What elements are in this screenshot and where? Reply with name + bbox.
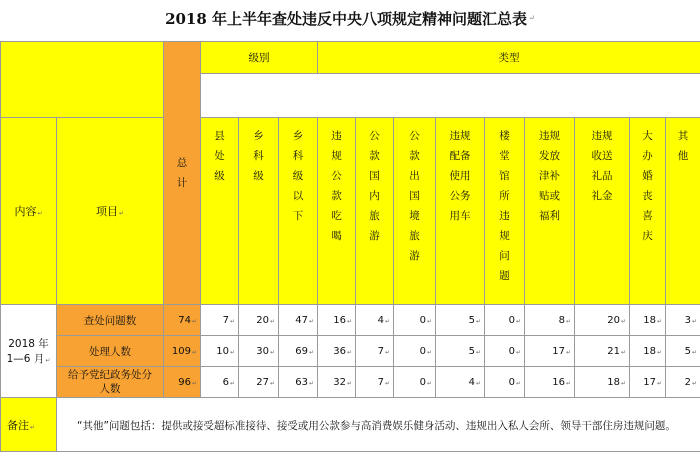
value-cell: 18↵ [630,336,666,367]
value-text: 10 [216,346,229,357]
header-char: 乡 [253,126,264,146]
value-cell: 0↵ [485,305,525,336]
type-col-header [394,118,436,305]
page-title [0,0,700,36]
remark-label-cell: 备注↵ [1,398,57,452]
value-cell: 0↵ [485,336,525,367]
header-char: 礼品 [592,166,613,186]
header-char: 收送 [592,146,613,166]
header-char: 公 [331,166,342,186]
value-text: 3 [685,315,691,326]
header-char: 违 [331,126,342,146]
value-text: 47 [295,315,308,326]
value-text: 18 [607,377,620,388]
value-cell: 20↵ [239,305,279,336]
value-text: 96 [178,377,191,388]
value-text: 74 [178,315,191,326]
header-char: 违规 [539,126,560,146]
header-char: 问 [499,246,510,266]
value-cell: 7↵ [356,336,394,367]
value-text: 0 [509,346,515,357]
value-cell: 7↵ [356,367,394,398]
value-cell: 18↵ [575,367,630,398]
value-cell: 6↵ [201,367,239,398]
header-char: 游 [409,246,420,266]
value-cell: 30↵ [239,336,279,367]
value-text: 5 [469,315,475,326]
header-char: 级 [214,166,225,186]
row-label-text: 查处问题数 [84,315,137,327]
value-cell: 16↵ [525,367,575,398]
total-char: 总 [177,153,188,173]
value-cell: 47↵ [279,305,318,336]
header-char: 堂 [499,146,510,166]
value-text: 30 [256,346,269,357]
item-header: 项目↵ [57,118,164,305]
summary-table [0,41,700,452]
header-char: 公 [409,126,420,146]
header-char: 国 [369,166,380,186]
header-char: 喝 [331,226,342,246]
header-char: 国 [409,186,420,206]
value-cell: 0↵ [394,305,436,336]
value-text: 0 [420,377,426,388]
header-char: 科 [293,146,304,166]
header-char: 其 [678,126,689,146]
value-text: 63 [295,377,308,388]
row-label-text: 处理人数 [89,346,131,358]
header-char: 庆 [642,226,653,246]
total-char: 计 [177,173,188,193]
value-text: 8 [559,315,565,326]
period-cell: 2018 年 1—6 月↵ [1,305,57,398]
value-cell: 20↵ [575,305,630,336]
header-char: 喜 [642,206,653,226]
header-char: 级 [293,166,304,186]
header-char: 科 [253,146,264,166]
level-col-header [279,118,318,305]
header-char: 使用 [450,166,471,186]
value-cell: 5↵ [436,336,485,367]
corner-cell [1,42,164,118]
header-char: 公务 [450,186,471,206]
value-text: 7 [378,346,384,357]
type-col-header [318,118,356,305]
value-cell: 36↵ [318,336,356,367]
header-char: 县 [214,126,225,146]
type-col-header [575,118,630,305]
value-text: 5 [685,346,691,357]
value-text: 5 [469,346,475,357]
header-char: 规 [499,226,510,246]
value-text: 0 [420,346,426,357]
period-months: 1—6 月 [7,353,45,365]
value-cell: 0↵ [394,336,436,367]
header-char: 款 [409,146,420,166]
header-char: 违 [499,206,510,226]
total-cell: 74↵ [164,305,201,336]
value-text: 7 [223,315,229,326]
header-char: 违规 [450,126,471,146]
header-char: 款 [331,186,342,206]
type-header: 类型 [318,42,700,74]
header-char: 贴或 [539,186,560,206]
value-text: 2 [685,377,691,388]
value-text: 17 [552,346,565,357]
header-char: 下 [293,206,304,226]
value-cell: 5↵ [666,336,700,367]
header-char: 处 [214,146,225,166]
value-cell: 4↵ [356,305,394,336]
value-text: 69 [295,346,308,357]
value-text: 27 [256,377,269,388]
row-label-text: 给予党纪政务处分人数 [65,368,155,396]
header-char: 旅 [409,226,420,246]
value-cell: 17↵ [630,367,666,398]
header-char: 他 [678,146,689,166]
row-label [57,336,164,367]
value-cell: 21↵ [575,336,630,367]
header-char: 婚 [642,166,653,186]
header-char: 款 [369,146,380,166]
type-col-header [525,118,575,305]
value-text: 0 [420,315,426,326]
level-header: 级别 [201,42,318,74]
value-text: 0 [509,315,515,326]
header-char: 公 [369,126,380,146]
value-text: 16 [552,377,565,388]
value-cell: 4↵ [436,367,485,398]
title-text: 2018 年上半年查处违反中央八项规定精神问题汇总表 [165,8,527,29]
header-char: 旅 [369,206,380,226]
value-cell: 5↵ [436,305,485,336]
header-char: 级 [253,166,264,186]
header-char: 规 [331,146,342,166]
header-char: 大 [642,126,653,146]
value-cell: 2↵ [666,367,700,398]
value-cell: 3↵ [666,305,700,336]
value-text: 17 [643,377,656,388]
header-char: 楼 [499,126,510,146]
value-cell: 63↵ [279,367,318,398]
value-text: 6 [223,377,229,388]
paragraph-mark-icon: ↵ [529,14,535,22]
remark-text: “其他”问题包括：提供或接受超标准接待、接受或用公款参与高消费娱乐健身活动、违规出入私人会所、领导干部住房违规问题。 [77,420,676,432]
value-text: 18 [643,315,656,326]
header-char: 乡 [293,126,304,146]
header-char: 礼金 [592,186,613,206]
value-text: 32 [333,377,346,388]
header-char: 题 [499,266,510,286]
value-text: 18 [643,346,656,357]
type-col-header [436,118,485,305]
type-col-header [356,118,394,305]
value-text: 21 [607,346,620,357]
value-cell: 69↵ [279,336,318,367]
header-char: 福利 [539,206,560,226]
type-col-header [666,118,700,305]
value-cell: 17↵ [525,336,575,367]
header-char: 游 [369,226,380,246]
header-char: 内 [369,186,380,206]
type-col-header [630,118,666,305]
value-cell: 27↵ [239,367,279,398]
row-label [57,305,164,336]
value-text: 20 [607,315,620,326]
value-text: 4 [378,315,384,326]
value-cell: 0↵ [394,367,436,398]
header-char: 丧 [642,186,653,206]
type-col-header [485,118,525,305]
value-cell: 7↵ [201,305,239,336]
value-cell: 8↵ [525,305,575,336]
value-cell: 32↵ [318,367,356,398]
content-header: 内容↵ [1,118,57,305]
header-char: 用车 [450,206,471,226]
value-text: 4 [469,377,475,388]
row-label [57,367,164,398]
header-char: 馆 [499,166,510,186]
header-char: 配备 [450,146,471,166]
value-text: 7 [378,377,384,388]
value-text: 0 [509,377,515,388]
header-char: 违规 [592,126,613,146]
total-cell: 96↵ [164,367,201,398]
value-cell: 0↵ [485,367,525,398]
level-col-header [201,118,239,305]
header-char: 吃 [331,206,342,226]
period-year: 2018 年 [1,336,56,351]
header-char: 津补 [539,166,560,186]
header-char: 所 [499,186,510,206]
value-cell: 10↵ [201,336,239,367]
total-header [164,42,201,305]
value-cell: 16↵ [318,305,356,336]
value-text: 16 [333,315,346,326]
value-cell: 18↵ [630,305,666,336]
header-char: 办 [642,146,653,166]
header-char: 发放 [539,146,560,166]
remark-text-cell [57,398,700,452]
value-text: 109 [172,346,191,357]
header-char: 以 [293,186,304,206]
value-text: 20 [256,315,269,326]
value-text: 36 [333,346,346,357]
level-col-header [239,118,279,305]
total-cell: 109↵ [164,336,201,367]
header-char: 出 [409,166,420,186]
header-char: 境 [409,206,420,226]
